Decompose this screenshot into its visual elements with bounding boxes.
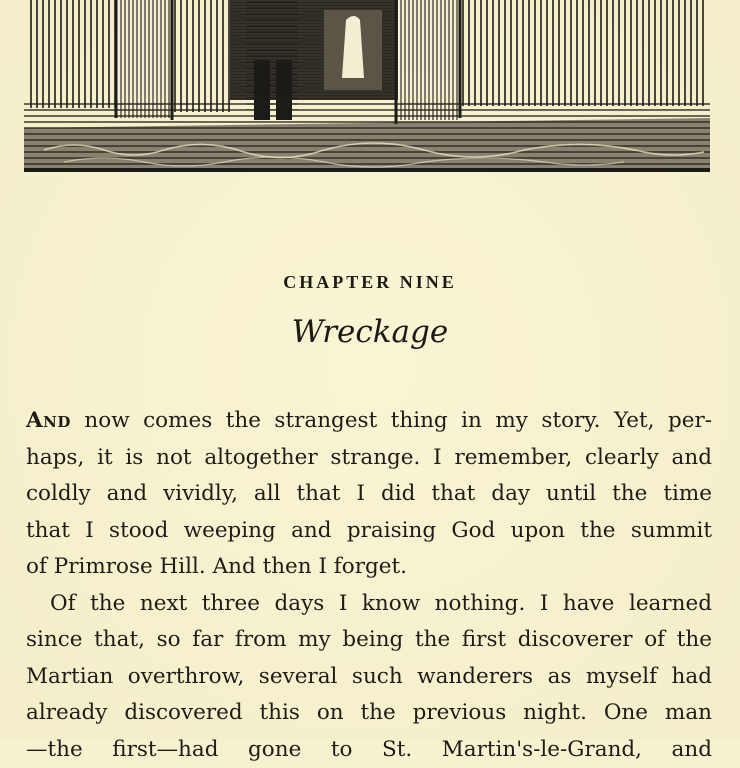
chapter-body-text bbox=[26, 403, 712, 768]
text-line: haps, it is not altogether strange. I remember, clearly and bbox=[26, 440, 712, 477]
text-line: Of the next three days I know nothing. I have learned bbox=[26, 586, 712, 623]
text-line: coldly and vividly, all that I did that day until the time bbox=[26, 476, 712, 513]
text-line: since that, so far from my being the first discoverer of the bbox=[26, 622, 712, 659]
chapter-number-label: CHAPTER NINE bbox=[0, 272, 740, 293]
text-line: And now comes the strangest thing in my story. Yet, per- bbox=[26, 403, 712, 440]
text-line: of Primrose Hill. And then I forget. bbox=[26, 549, 712, 586]
chapter-illustration bbox=[24, 0, 710, 172]
text-line: already discovered this on the previous night. One man bbox=[26, 695, 712, 732]
text-line: Martian overthrow, several such wanderers as myself had bbox=[26, 659, 712, 696]
text-line: that I stood weeping and praising God upon the summit bbox=[26, 513, 712, 550]
chapter-title: Wreckage bbox=[0, 314, 740, 350]
text-line: —the first—had gone to St. Martin's-le-Grand, and bbox=[26, 732, 712, 768]
opening-small-caps: And bbox=[26, 408, 71, 433]
